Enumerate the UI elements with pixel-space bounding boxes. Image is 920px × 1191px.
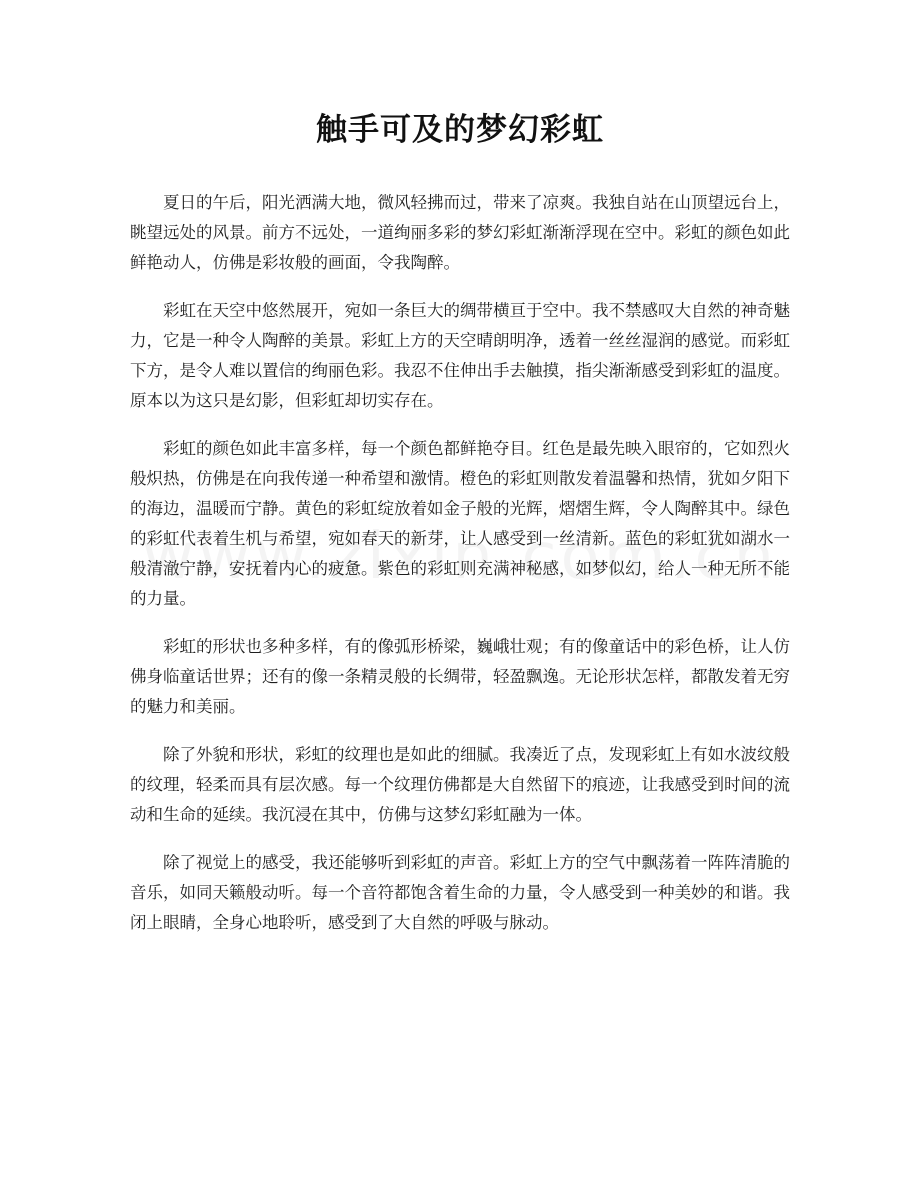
document-body	[130, 188, 790, 938]
paragraph-6: 除了视觉上的感受，我还能够听到彩虹的声音。彩虹上方的空气中飘荡着一阵阵清脆的音乐，如同天籁般动听。每一个音符都饱含着生命的力量，令人感受到一种美妙的和谐。我闭上眼睛，全身心地聆听，感受到了大自然的呼吸与脉动。	[130, 853, 790, 932]
paragraph-2: 彩虹在天空中悠然展开，宛如一条巨大的绸带横亘于空中。我不禁感叹大自然的神奇魅力，它是一种令人陶醉的美景。彩虹上方的天空晴朗明净，透着一丝丝湿润的感觉。而彩虹下方，是令人难以置信的绚丽色彩。我忍不住伸出手去触摸，指尖渐渐感受到彩虹的温度。原本以为这只是幻影，但彩虹却切实存在。	[130, 301, 790, 410]
paragraph-5: 除了外貌和形状，彩虹的纹理也是如此的细腻。我凑近了点，发现彩虹上有如水波纹般的纹理，轻柔而具有层次感。每一个纹理仿佛都是大自然留下的痕迹，让我感受到时间的流动和生命的延续。我沉浸在其中，仿佛与这梦幻彩虹融为一体。	[130, 745, 790, 824]
paragraph-1: 夏日的午后，阳光洒满大地，微风轻拂而过，带来了凉爽。我独自站在山顶望远台上，眺望远处的风景。前方不远处，一道绚丽多彩的梦幻彩虹渐渐浮现在空中。彩虹的颜色如此鲜艳动人，仿佛是彩妆般的画面，令我陶醉。	[130, 193, 790, 272]
paragraph-3: 彩虹的颜色如此丰富多样，每一个颜色都鲜艳夺目。红色是最先映入眼帘的，它如烈火般炽热，仿佛是在向我传递一种希望和激情。橙色的彩虹则散发着温馨和热情，犹如夕阳下的海边，温暖而宁静。黄色的彩虹绽放着如金子般的光辉，熠熠生辉，令人陶醉其中。绿色的彩虹代表着生机与希望，宛如春天的新芽，让人感受到一丝清新。蓝色的彩虹犹如湖水一般清澈宁静，安抚着内心的疲惫。紫色的彩虹则充满神秘感，如梦似幻，给人一种无所不能的力量。	[130, 439, 790, 608]
document-title: 触手可及的梦幻彩虹	[316, 112, 604, 148]
paragraph-4: 彩虹的形状也多种多样，有的像弧形桥梁，巍峨壮观；有的像童话中的彩色桥，让人仿佛身临童话世界；还有的像一条精灵般的长绸带，轻盈飘逸。无论形状怎样，都散发着无穷的魅力和美丽。	[130, 637, 790, 716]
